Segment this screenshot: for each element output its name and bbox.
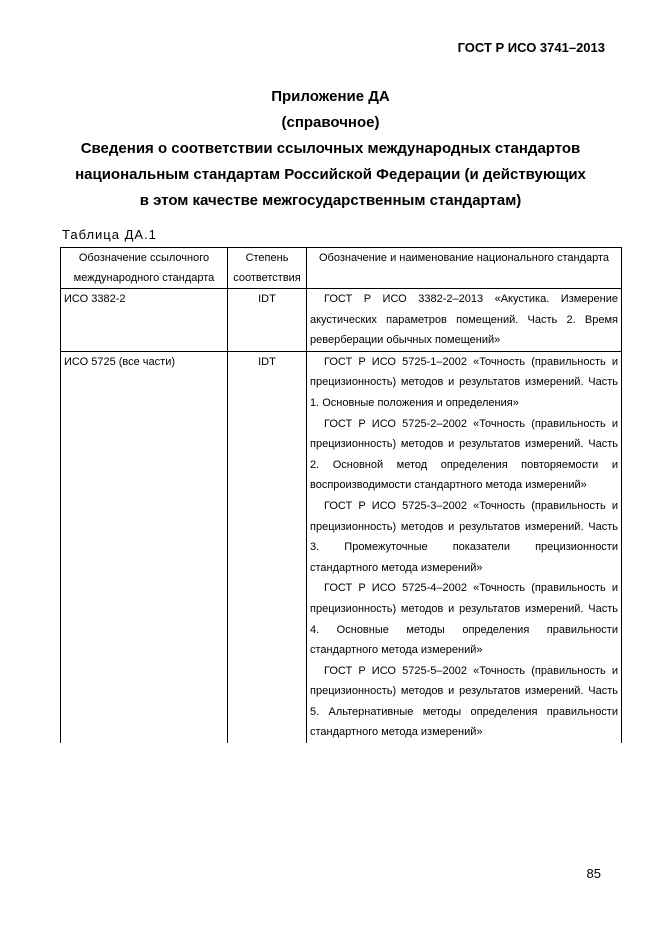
appendix-title-block xyxy=(40,84,621,214)
national-standard-entry: ГОСТ Р ИСО 5725-2–2002 «Точность (правильность и прецизионность) методов и результатов измерений. Часть 2. Основной метод определения повторяемости и воспроизводимости стандартного метода измерений» xyxy=(310,417,618,492)
header-national-standard: Обозначение и наименование национального стандарта xyxy=(307,248,622,289)
appendix-heading-line-2: национальным стандартам Российской Федерации (и действующих xyxy=(75,166,586,183)
national-standard-entry: ГОСТ Р ИСО 5725-4–2002 «Точность (правильность и прецизионность) методов и результатов измерений. Часть 4. Основные методы определения правильности стандартного метода измерений» xyxy=(310,582,618,657)
table-row xyxy=(61,289,622,352)
appendix-heading-line-3: в этом качестве межгосударственным стандартам) xyxy=(139,192,522,209)
appendix-title: Приложение ДА xyxy=(271,88,390,105)
national-standard-entry: ГОСТ Р ИСО 5725-5–2002 «Точность (правильность и прецизионность) методов и результатов измерений. Часть 5. Альтернативные методы определения правильности стандартного метода измерений» xyxy=(310,664,618,739)
national-standard-entry: ГОСТ Р ИСО 5725-3–2002 «Точность (правильность и прецизионность) методов и результатов измерений. Часть 3. Промежуточные показатели прецизионности стандартного метода измерений» xyxy=(310,499,618,574)
standards-table xyxy=(60,247,622,743)
appendix-heading-line-1: Сведения о соответствии ссылочных международных стандартов xyxy=(80,140,581,157)
table-caption: Таблица ДА.1 xyxy=(62,227,157,242)
header-intl-standard: Обозначение ссылочного международного стандарта xyxy=(61,248,228,289)
header-degree: Степень соответствия xyxy=(228,248,307,289)
intl-standard-cell: ИСО 5725 (все части) xyxy=(61,351,228,743)
table-row xyxy=(61,351,622,743)
table-header-row xyxy=(61,248,622,289)
intl-standard-cell: ИСО 3382-2 xyxy=(61,289,228,352)
document-code: ГОСТ Р ИСО 3741–2013 xyxy=(457,40,605,55)
degree-cell: IDT xyxy=(228,289,307,352)
page-number: 85 xyxy=(586,866,601,881)
national-standard-entry: ГОСТ Р ИСО 5725-1–2002 «Точность (правильность и прецизионность) методов и результатов измерений. Часть 1. Основные положения и определения» xyxy=(310,355,618,409)
national-standard-cell xyxy=(307,351,622,743)
national-standard-cell xyxy=(307,289,622,352)
national-standard-entry: ГОСТ Р ИСО 3382-2–2013 «Акустика. Измерение акустических параметров помещений. Часть 2. Время реверберации обычных помещений» xyxy=(310,293,618,347)
appendix-type: (справочное) xyxy=(281,114,380,131)
degree-cell: IDT xyxy=(228,351,307,743)
